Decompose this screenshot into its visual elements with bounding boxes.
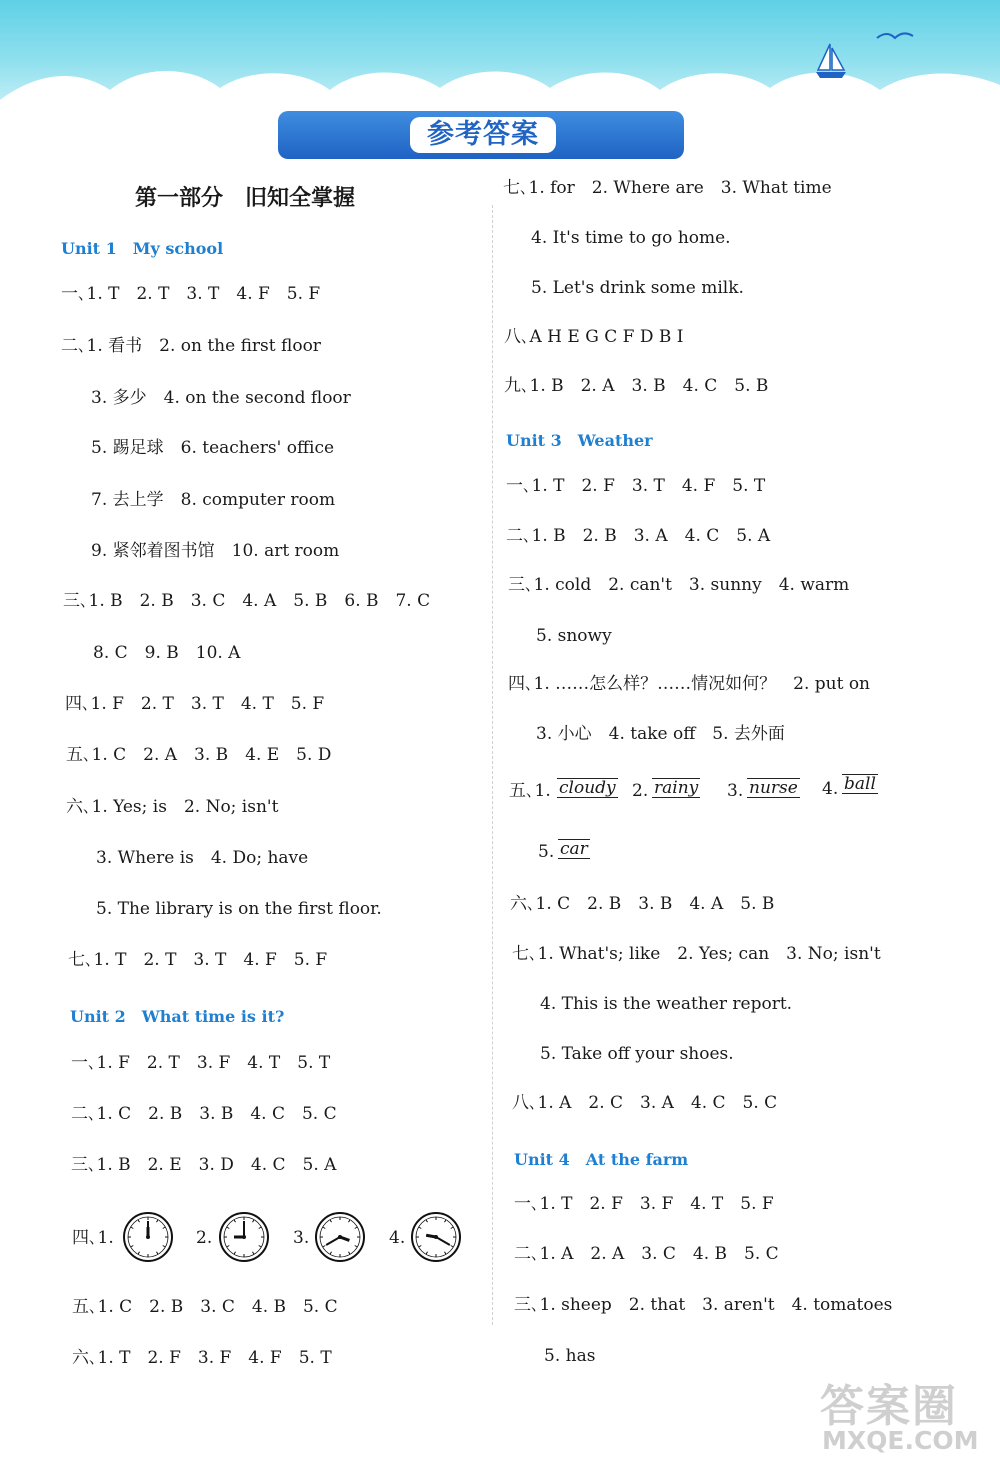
answer-line: 二､1. A 2. A 3. C 4. B 5. C <box>514 1244 779 1264</box>
clock-icon <box>122 1211 174 1263</box>
answer-line: 三､1. sheep 2. that 3. aren't 4. tomatoes <box>514 1295 893 1315</box>
answer-line: 五､1. C 2. A 3. B 4. E 5. D <box>66 745 332 765</box>
answer-line: 3. 小心 4. take off 5. 去外面 <box>536 724 785 744</box>
answer-line: 二､1. C 2. B 3. B 4. C 5. C <box>71 1104 337 1124</box>
handwritten-word: nurse <box>749 778 798 798</box>
answer-line: 5. Take off your shoes. <box>540 1044 734 1064</box>
answer-line: 5. 踢足球 6. teachers' office <box>91 438 335 458</box>
clock-label: 4. <box>389 1228 406 1248</box>
unit-heading: Unit 1 My school <box>61 239 224 258</box>
watermark-url: MXQE.COM <box>822 1426 979 1455</box>
answer-line: 三､1. cold 2. can't 3. sunny 4. warm <box>508 575 850 595</box>
unit-heading: Unit 3 Weather <box>506 431 653 450</box>
answer-label: 五､1. <box>509 781 551 801</box>
unit-heading: Unit 4 At the farm <box>514 1150 689 1169</box>
answer-line: 5. has <box>544 1346 596 1366</box>
unit-heading: Unit 2 What time is it? <box>70 1007 285 1026</box>
answer-line: 一､1. T 2. F 3. T 4. F 5. T <box>506 476 766 496</box>
answer-line: 七､1. What's; like 2. Yes; can 3. No; isn't <box>512 944 881 964</box>
answer-line: 8. C 9. B 10. A <box>93 643 241 663</box>
page-title: 参考答案 <box>410 117 556 153</box>
clock-icon <box>218 1211 270 1263</box>
answer-line: 二､1. B 2. B 3. A 4. C 5. A <box>506 526 771 546</box>
answer-line: 七､1. for 2. Where are 3. What time <box>503 178 832 198</box>
answer-label: 3. <box>727 781 744 801</box>
answer-line: 三､1. B 2. E 3. D 4. C 5. A <box>71 1155 337 1175</box>
clock-label: 四､1. <box>72 1228 114 1248</box>
answer-line: 7. 去上学 8. computer room <box>91 490 336 510</box>
answer-line: 九､1. B 2. A 3. B 4. C 5. B <box>504 376 769 396</box>
answer-line: 5. snowy <box>536 626 612 646</box>
answer-line: 9. 紧邻着图书馆 10. art room <box>91 541 340 561</box>
watermark-logo: 答案圈 <box>820 1381 958 1432</box>
handwritten-word: ball <box>844 774 876 794</box>
clock-label: 3. <box>293 1228 310 1248</box>
clock-icon <box>410 1211 462 1263</box>
clock-label: 2. <box>196 1228 213 1248</box>
answer-line: 四､1. F 2. T 3. T 4. T 5. F <box>65 694 325 714</box>
answer-line: 5. The library is on the first floor. <box>96 899 382 919</box>
answer-line: 八､A H E G C F D B I <box>504 327 684 347</box>
answer-label: 4. <box>822 779 839 799</box>
answer-label: 2. <box>632 781 649 801</box>
bird-icon <box>875 30 915 44</box>
answer-line: 4. This is the weather report. <box>540 994 793 1014</box>
answer-line: 三､1. B 2. B 3. C 4. A 5. B 6. B 7. C <box>63 591 431 611</box>
handwritten-word: car <box>560 839 588 859</box>
answer-line: 六､1. T 2. F 3. F 4. F 5. T <box>72 1348 332 1368</box>
answer-line: 4. It's time to go home. <box>531 228 731 248</box>
answer-line: 七､1. T 2. T 3. T 4. F 5. F <box>68 950 328 970</box>
column-divider <box>492 205 493 1325</box>
watermark <box>820 1370 1000 1461</box>
part-title: 第一部分 旧知全掌握 <box>135 186 356 211</box>
answer-line: 一､1. T 2. F 3. F 4. T 5. F <box>514 1194 774 1214</box>
answer-line: 二､1. 看书 2. on the first floor <box>61 336 321 356</box>
answer-label: 5. <box>538 842 555 862</box>
handwritten-word: rainy <box>654 778 699 798</box>
answer-line: 四､1. ……怎么样？……情况如何？ 2. put on <box>508 674 870 694</box>
answer-line: 3. Where is 4. Do; have <box>96 848 309 868</box>
answer-line: 一､1. T 2. T 3. T 4. F 5. F <box>61 284 321 304</box>
answer-line: 五､1. C 2. B 3. C 4. B 5. C <box>72 1297 338 1317</box>
answer-line: 八､1. A 2. C 3. A 4. C 5. C <box>512 1093 778 1113</box>
answer-line: 六､1. C 2. B 3. B 4. A 5. B <box>510 894 775 914</box>
answer-line: 5. Let's drink some milk. <box>531 278 744 298</box>
clock-icon <box>314 1211 366 1263</box>
answer-line: 一､1. F 2. T 3. F 4. T 5. T <box>71 1053 331 1073</box>
answer-line: 3. 多少 4. on the second floor <box>91 388 351 408</box>
answer-title-bar <box>278 111 684 159</box>
sailboat-icon <box>812 40 852 80</box>
answer-line: 六､1. Yes; is 2. No; isn't <box>66 797 279 817</box>
handwritten-word: cloudy <box>559 778 616 798</box>
